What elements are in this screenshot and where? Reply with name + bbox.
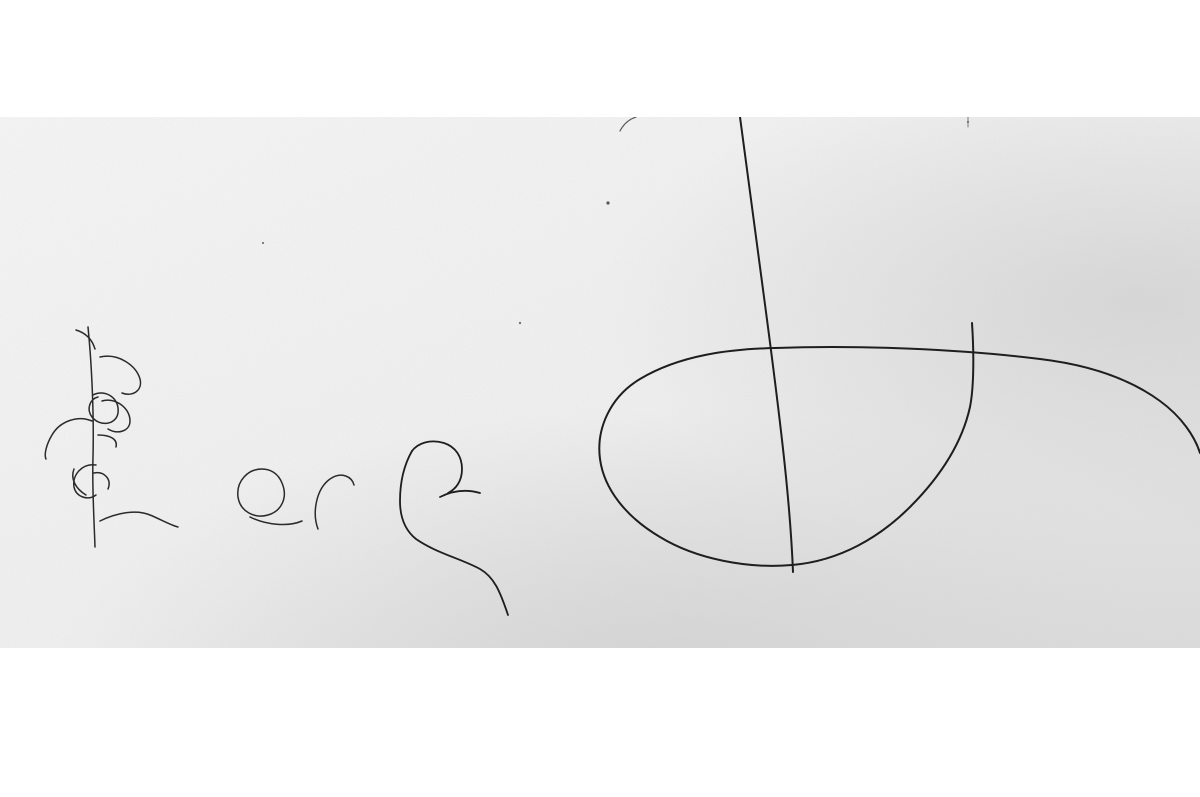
paper-speck xyxy=(606,201,609,204)
pencil-drawing xyxy=(0,117,1200,648)
paper-grain xyxy=(0,117,1200,648)
paper-photo xyxy=(0,117,1200,648)
paper-speck xyxy=(262,242,264,244)
paper-speck xyxy=(519,322,521,324)
